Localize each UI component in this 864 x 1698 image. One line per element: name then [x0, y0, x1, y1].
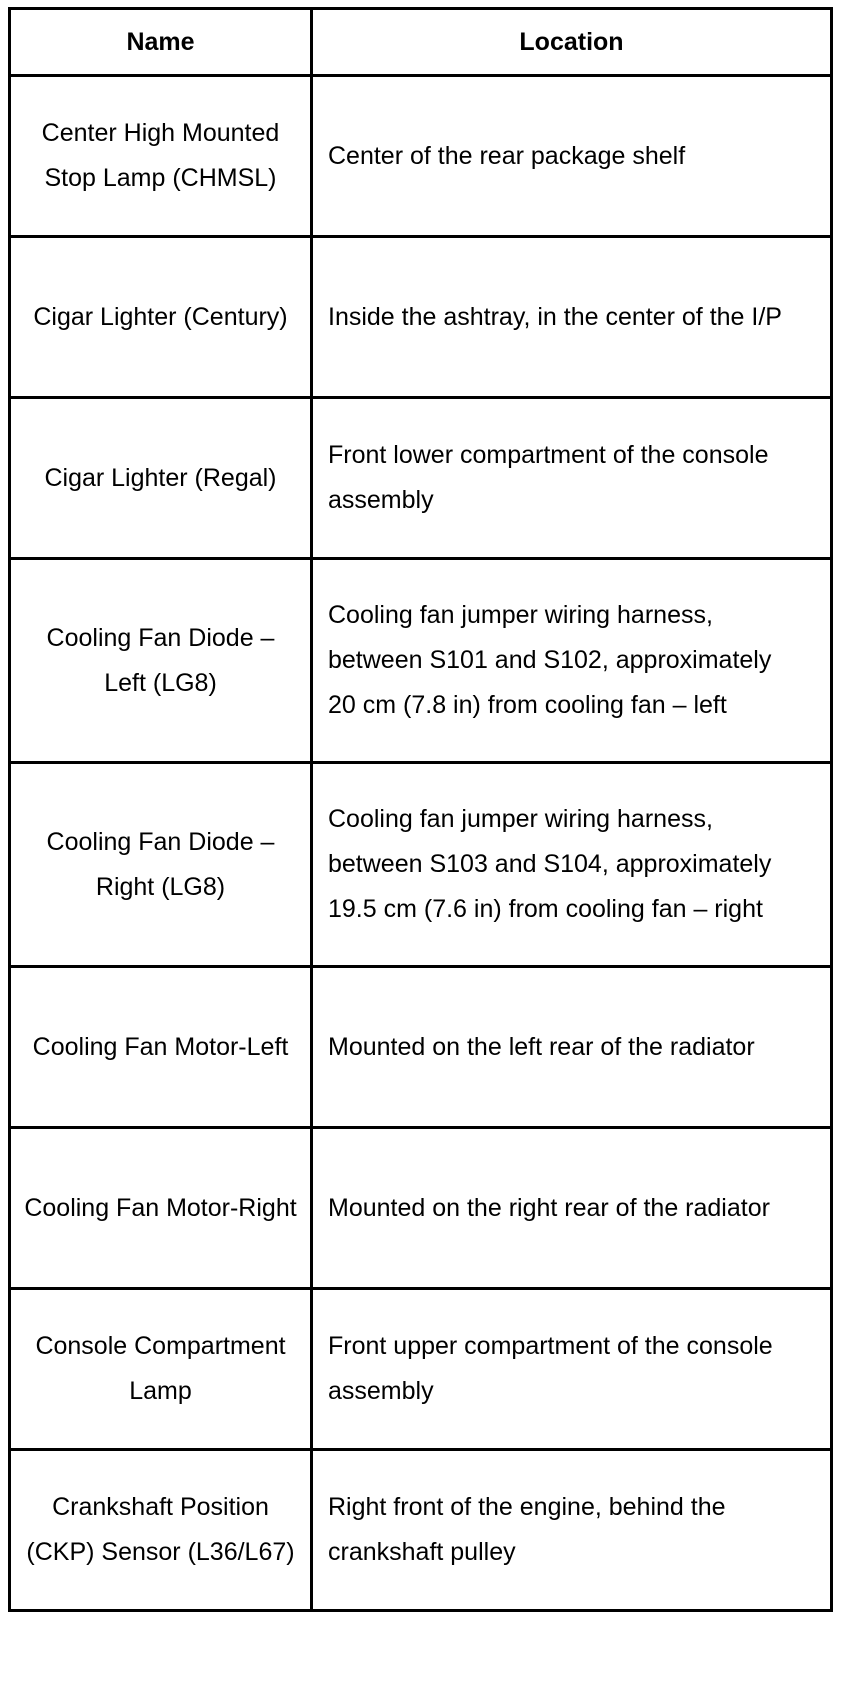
table-row	[10, 559, 832, 763]
table-row	[10, 76, 832, 237]
component-location-table-container	[8, 7, 830, 1612]
component-name-cell: Console Compartment Lamp	[10, 1289, 312, 1450]
component-name-cell: Cigar Lighter (Regal)	[10, 398, 312, 559]
table-row	[10, 237, 832, 398]
component-name-cell: Center High Mounted Stop Lamp (CHMSL)	[10, 76, 312, 237]
component-location-cell: Front upper compartment of the console assembly	[312, 1289, 832, 1450]
table-row	[10, 967, 832, 1128]
component-name-cell: Cooling Fan Diode – Left (LG8)	[10, 559, 312, 763]
component-location-cell: Mounted on the left rear of the radiator	[312, 967, 832, 1128]
location-column-header: Location	[312, 9, 832, 76]
component-location-cell: Mounted on the right rear of the radiator	[312, 1128, 832, 1289]
component-location-cell: Inside the ashtray, in the center of the I/P	[312, 237, 832, 398]
table-row	[10, 1128, 832, 1289]
component-location-table	[8, 7, 833, 1612]
component-name-cell: Crankshaft Position (CKP) Sensor (L36/L67)	[10, 1450, 312, 1611]
component-name-cell: Cooling Fan Motor-Left	[10, 967, 312, 1128]
table-row	[10, 1450, 832, 1611]
name-column-header: Name	[10, 9, 312, 76]
table-row	[10, 1289, 832, 1450]
component-location-cell: Cooling fan jumper wiring harness, between S103 and S104, approximately 19.5 cm (7.6 in) from cooling fan – right	[312, 763, 832, 967]
component-name-cell: Cooling Fan Diode – Right (LG8)	[10, 763, 312, 967]
component-location-cell: Center of the rear package shelf	[312, 76, 832, 237]
component-location-cell: Front lower compartment of the console assembly	[312, 398, 832, 559]
component-name-cell: Cooling Fan Motor-Right	[10, 1128, 312, 1289]
table-header-row	[10, 9, 832, 76]
table-row	[10, 763, 832, 967]
component-location-cell: Right front of the engine, behind the crankshaft pulley	[312, 1450, 832, 1611]
component-name-cell: Cigar Lighter (Century)	[10, 237, 312, 398]
component-location-cell: Cooling fan jumper wiring harness, between S101 and S102, approximately 20 cm (7.8 in) from cooling fan – left	[312, 559, 832, 763]
table-row	[10, 398, 832, 559]
